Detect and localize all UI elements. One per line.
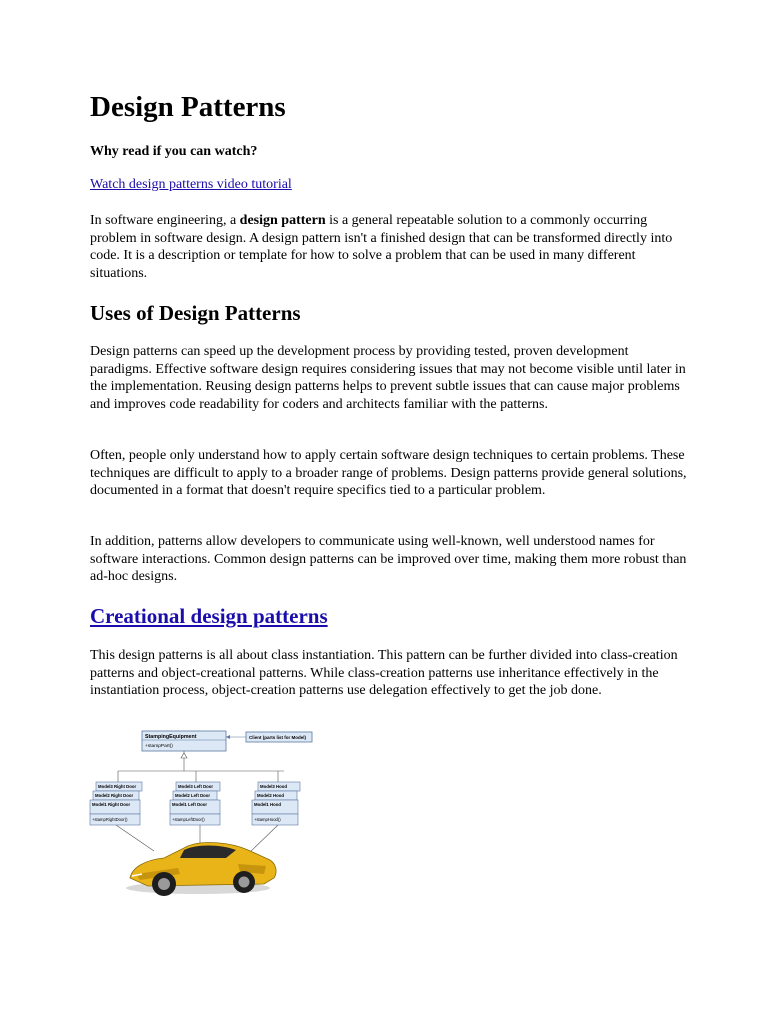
why-read-label: Why read if you can watch?	[90, 144, 258, 159]
intro-text-after: is a general repeatable solution to a commonly occurring problem in software design. A design pattern isn't a finished design that can be transformed directly into code. It is a description or template for how to solve a problem that can be used in many different situations.	[90, 213, 673, 281]
client-box	[226, 732, 312, 742]
creational-paragraph: This design patterns is all about class instantiation. This pattern can be further divided into class-creation patterns and object-creational patterns. While class-creation patterns use inheritance effectively in the instantiation process, object-creation patterns use delegation effectively to get the job done.	[90, 648, 678, 699]
hood-group	[252, 782, 300, 825]
group-class-label: Model3 Left Door	[178, 784, 214, 789]
left-door-group	[170, 782, 220, 825]
top-class-method: +stampPart()	[145, 744, 173, 749]
group-method-label: +stampHood()	[254, 817, 281, 822]
page-title: Design Patterns	[90, 91, 286, 123]
top-class-name: StampingEquipment	[145, 734, 197, 740]
video-tutorial-link[interactable]: Watch design patterns video tutorial	[90, 177, 292, 192]
top-class-box	[142, 731, 226, 751]
intro-paragraph	[90, 212, 690, 282]
uses-paragraph-1: Design patterns can speed up the development process by providing tested, proven development paradigms. Effective software design requires considering issues that may not become visible until later in the implementation. Reusing design patterns helps to prevent subtle issues that can cause major problems and improves code readability for coders and architects familiar with the patterns.	[90, 344, 686, 412]
intro-term-bold: design pattern	[239, 213, 326, 228]
diagram-svg	[88, 728, 320, 900]
uses-paragraph-2: Often, people only understand how to apply certain software design techniques to certain problems. These techniques are difficult to apply to a broader range of problems. Design patterns provide general solutions, documented in a format that doesn't require specifics tied to a particular problem.	[90, 448, 687, 499]
intro-text-before: In software engineering, a	[90, 213, 240, 228]
group-class-label: Model2 Left Door	[175, 793, 211, 798]
creational-heading-link[interactable]: Creational design patterns	[90, 604, 328, 628]
group-method-label: +stampLeftDoor()	[172, 817, 205, 822]
creational-diagram	[88, 728, 320, 900]
group-class-label: Model1 Left Door	[172, 802, 208, 807]
right-door-group	[90, 782, 142, 825]
group-class-label: Model2 Right Door	[95, 793, 134, 798]
sports-car-image	[126, 843, 276, 896]
group-class-label: Model1 Hood	[254, 802, 281, 807]
group-class-label: Model1 Right Door	[92, 802, 131, 807]
group-class-label: Model3 Right Door	[98, 784, 137, 789]
group-class-label: Model2 Hood	[257, 793, 284, 798]
group-class-label: Model3 Hood	[260, 784, 287, 789]
uses-paragraph-3: In addition, patterns allow developers to communicate using well-known, well understood names for software interactions. Common design patterns can be improved over time, making them more robust than ad-hoc designs.	[90, 534, 687, 585]
uses-heading: Uses of Design Patterns	[90, 301, 301, 325]
client-label: Client (parts list for Model)	[249, 735, 307, 740]
group-method-label: +stampRightDoor()	[92, 817, 128, 822]
